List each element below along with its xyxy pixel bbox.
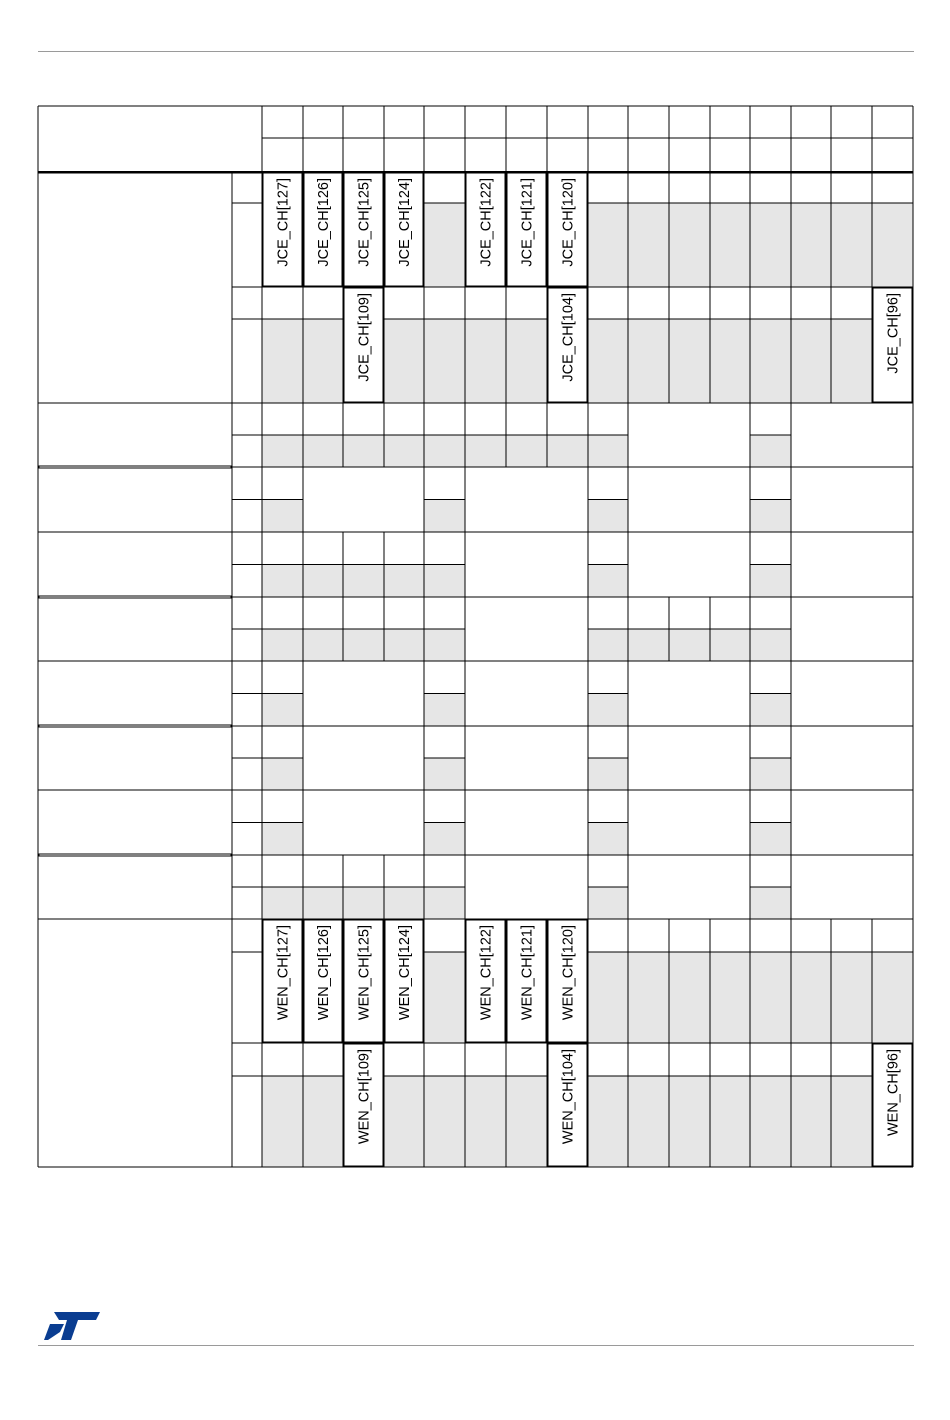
reserved-cell [424, 887, 465, 919]
reserved-cell [262, 319, 303, 403]
reserved-cell [303, 1076, 343, 1167]
footer-rule [38, 1345, 914, 1346]
wen-bit-label: WEN_CH[122] [478, 925, 495, 1021]
reserved-cell [343, 629, 384, 661]
reserved-cell [424, 823, 465, 856]
reserved-cell [384, 887, 424, 919]
reserved-cell [750, 1076, 791, 1167]
reserved-cell [303, 629, 343, 661]
reserved-cell [750, 887, 791, 919]
reserved-cell [262, 565, 303, 598]
reserved-cell [384, 435, 424, 467]
reserved-cell [424, 565, 465, 598]
reserved-cell [710, 1076, 750, 1167]
jce-bit-label: JCE_CH[120] [560, 178, 577, 267]
reserved-cell [384, 1076, 424, 1167]
reserved-cell [424, 694, 465, 727]
wen-bit-label: WEN_CH[109] [356, 1049, 373, 1145]
reserved-cell [831, 319, 872, 403]
reserved-cell [628, 319, 669, 403]
row-divider-mask [39, 596, 231, 598]
jce-bit-label: JCE_CH[122] [478, 178, 495, 267]
reserved-cell [384, 319, 424, 403]
reserved-cell [384, 565, 424, 598]
reserved-cell [750, 565, 791, 598]
st-logo-shape [44, 1324, 64, 1340]
reserved-cell [303, 435, 343, 467]
reserved-cell [506, 1076, 547, 1167]
reserved-cell [424, 319, 465, 403]
reserved-cell [547, 435, 588, 467]
wen-bit-label: WEN_CH[96] [885, 1049, 902, 1137]
reserved-cell [343, 435, 384, 467]
reserved-cell [588, 887, 628, 919]
reserved-cell [424, 758, 465, 790]
jce-bit-label: JCE_CH[121] [519, 178, 536, 267]
reserved-cell [750, 319, 791, 403]
reserved-cell [262, 823, 303, 856]
reserved-cell [750, 694, 791, 727]
reserved-cell [262, 629, 303, 661]
reserved-cell [262, 435, 303, 467]
reserved-cell [384, 629, 424, 661]
reserved-cell [588, 758, 628, 790]
reserved-cell [424, 500, 465, 533]
reserved-cell [628, 1076, 669, 1167]
wen-bit-label: WEN_CH[125] [356, 925, 373, 1021]
reserved-cell [588, 435, 628, 467]
reserved-cell [588, 319, 628, 403]
reserved-cell [750, 823, 791, 856]
wen-bit-label: WEN_CH[127] [275, 925, 292, 1021]
reserved-cell [710, 319, 750, 403]
reserved-cell [750, 435, 791, 467]
wen-bit-label: WEN_CH[126] [316, 925, 332, 1021]
reserved-cell [262, 694, 303, 727]
reserved-cell [465, 319, 506, 403]
reserved-cell [262, 1076, 303, 1167]
row-divider-mask [39, 725, 231, 727]
reserved-cell [588, 565, 628, 598]
reserved-cell [262, 758, 303, 790]
jce-bit-label: JCE_CH[104] [560, 293, 577, 382]
wen-bit-label: WEN_CH[124] [397, 925, 413, 1021]
reserved-cell [424, 435, 465, 467]
reserved-cell [465, 1076, 506, 1167]
jce-bit-label: JCE_CH[126] [316, 178, 332, 267]
reserved-cell [506, 435, 547, 467]
jce-bit-label: JCE_CH[125] [356, 178, 373, 267]
reserved-cell [343, 887, 384, 919]
reserved-cell [669, 319, 710, 403]
reserved-cell [424, 1076, 465, 1167]
reserved-cell [710, 629, 750, 661]
reserved-cell [750, 629, 791, 661]
wen-bit-label: WEN_CH[120] [560, 925, 577, 1021]
reserved-cell [424, 203, 465, 287]
reserved-cell [750, 500, 791, 533]
reserved-cell [588, 823, 628, 856]
reserved-cell [262, 500, 303, 533]
jce-bit-label: JCE_CH[124] [397, 178, 413, 267]
reserved-cell [669, 1076, 710, 1167]
jce-bit-label: JCE_CH[96] [885, 293, 902, 374]
reserved-cell [588, 694, 628, 727]
reserved-cell [424, 952, 465, 1043]
reserved-cell [303, 887, 343, 919]
reserved-cell [588, 629, 628, 661]
jce-bit-label: JCE_CH[127] [275, 178, 292, 267]
reserved-cell [424, 629, 465, 661]
reserved-cell [506, 319, 547, 403]
reserved-cell [465, 435, 506, 467]
reserved-cell [791, 1076, 831, 1167]
reserved-cell [669, 629, 710, 661]
wen-bit-label: WEN_CH[121] [519, 925, 536, 1021]
reserved-cell [588, 1076, 628, 1167]
reserved-cell [303, 319, 343, 403]
reserved-cell [750, 758, 791, 790]
st-logo-icon [44, 1310, 104, 1344]
reserved-cell [262, 887, 303, 919]
reserved-cell [628, 629, 669, 661]
row-divider-mask [39, 466, 231, 468]
reserved-cell [343, 565, 384, 598]
row-divider-mask [39, 854, 231, 856]
reserved-cell [303, 565, 343, 598]
reserved-cell [588, 500, 628, 533]
reserved-cell [831, 1076, 872, 1167]
wen-bit-label: WEN_CH[104] [560, 1049, 577, 1145]
jce-bit-label: JCE_CH[109] [356, 293, 373, 382]
reserved-cell [791, 319, 831, 403]
